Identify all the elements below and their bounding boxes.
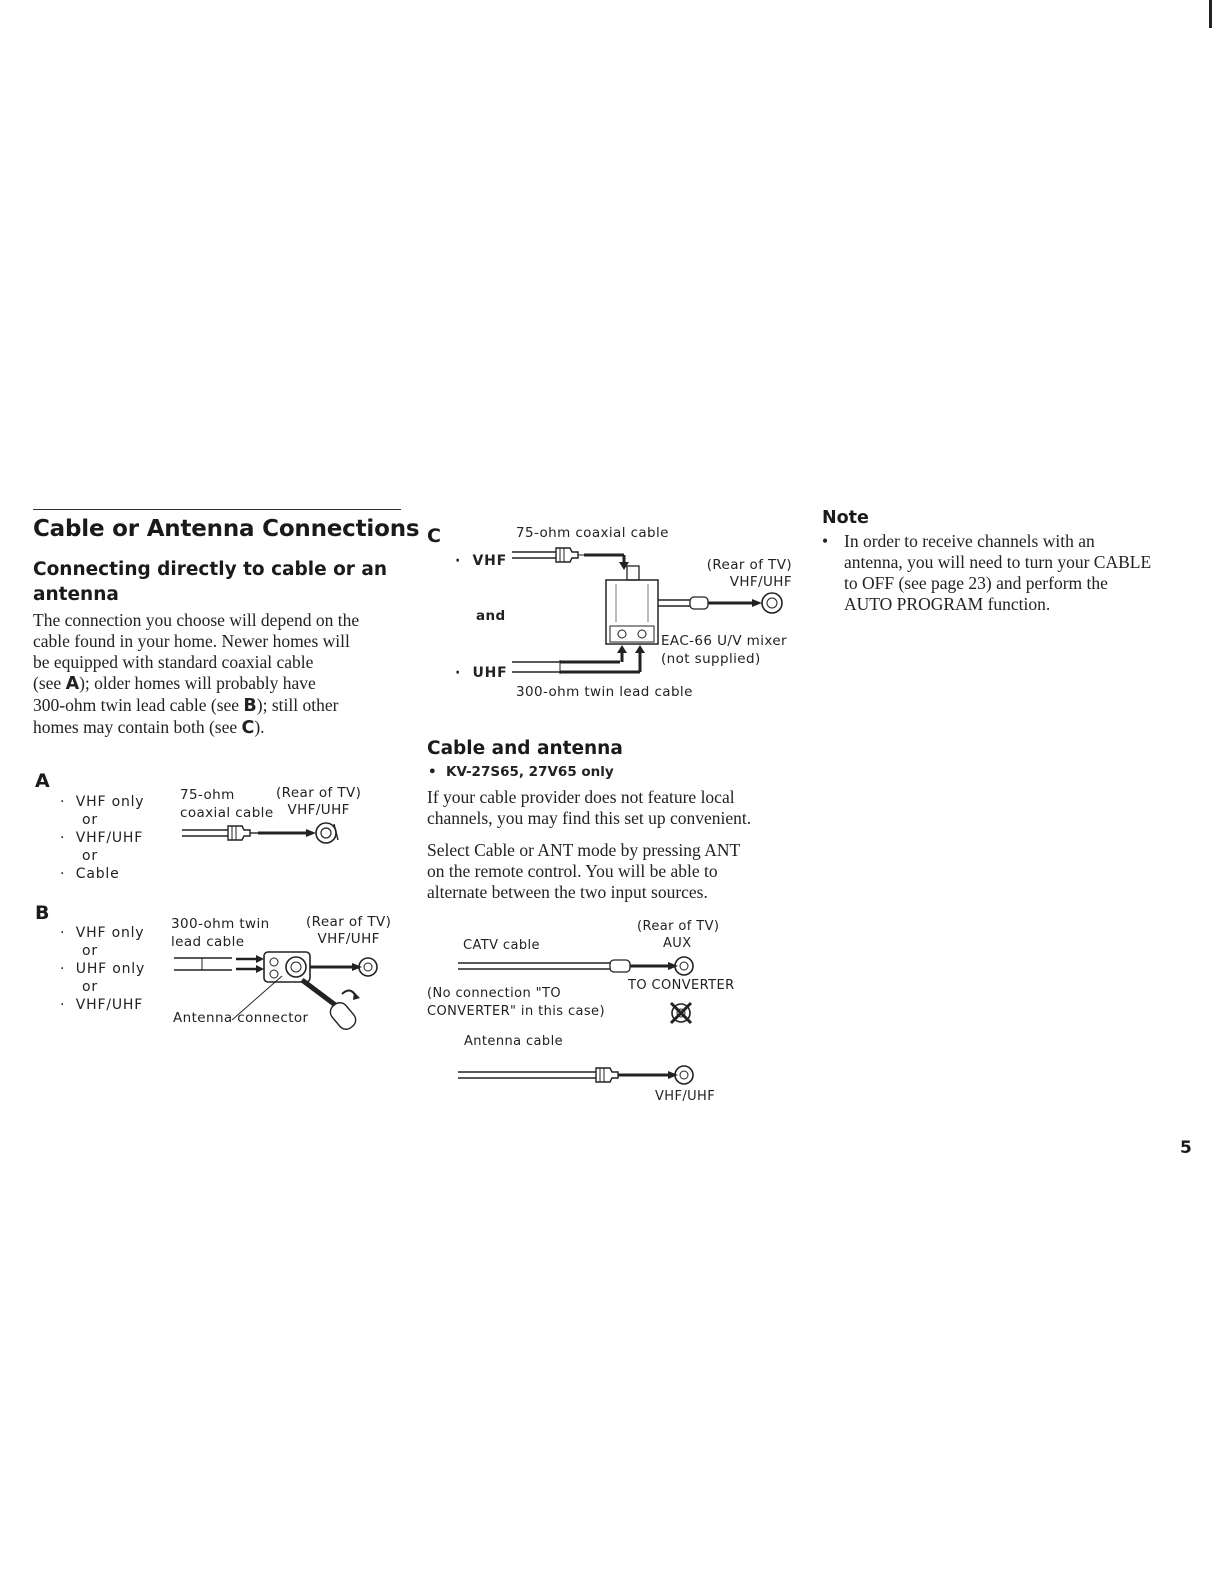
list-item: or [82,979,98,995]
ant-rear-label: (Rear of TV) [637,919,720,934]
ant-no-connection-note: (No connection "TO CONVERTER" in this case) [427,986,605,1019]
ant-antenna-cable-illustration [458,1064,698,1090]
cable-antenna-paragraph-2: Select Cable or ANT mode by pressing ANT on the remote control. You will be able to alternate between the two input sources. [427,840,741,902]
intro-line-2: cable found in your home. Newer homes will [33,631,350,651]
list-item: or [82,943,98,959]
diagram-a-source-list [60,793,144,883]
ant-catv-label: CATV cable [463,938,540,953]
list-item: · VHF/UHF [60,830,144,846]
subtitle-line-1: Connecting directly to cable or an [33,559,388,580]
diagram-a-letter: A [35,770,50,792]
diagram-c-mixer-label: EAC-66 U/V mixer (not supplied) [661,633,787,667]
cable-antenna-models: • KV-27S65, 27V65 only [428,764,614,780]
diagram-c-letter: C [427,525,441,547]
scan-edge-mark [1209,0,1212,28]
diagram-c-rear-label: (Rear of TV) VHF/UHF [706,557,792,590]
list-item: or [82,812,98,828]
intro-line-4: (see A); older homes will probably have [33,673,316,694]
intro-line-1: The connection you choose will depend on the [33,610,360,630]
diagram-c-vhf-label: · VHF [455,553,507,569]
intro-paragraph [33,610,413,739]
note-line-1: • In order to receive channels with an [822,531,1095,551]
list-item: · UHF only [60,961,146,977]
diagram-c-and-label: and [476,608,506,624]
diagram-c-bottom-cable-label: 300-ohm twin lead cable [516,684,693,700]
diagram-b-rear-label: (Rear of TV) VHF/UHF [306,914,392,947]
list-item: · Cable [60,866,120,882]
ref-b: B [243,696,257,716]
page-title: Cable or Antenna Connections [33,516,420,542]
intro-line-6: homes may contain both (see C). [33,717,265,738]
ref-c: C [241,718,255,738]
cable-antenna-paragraph-1: If your cable provider does not feature local channels, you may find this set up convenient. [427,787,752,828]
note-line-2: antenna, you will need to turn your CABLE [844,552,1152,572]
diagram-b-letter: B [35,902,50,924]
diagram-a-cable-label: 75-ohm coaxial cable [180,787,274,821]
list-item: · VHF only [60,925,145,941]
note-title: Note [822,508,869,528]
subtitle-line-2: antenna [33,584,119,605]
ant-to-converter-label: TO CONVERTER [628,978,735,993]
page-number: 5 [1180,1138,1192,1158]
list-item: · VHF only [60,794,145,810]
note-line-4: AUTO PROGRAM function. [844,594,1051,614]
note-line-3: to OFF (see page 23) and perform the [844,573,1108,593]
ref-a: A [65,674,80,694]
diagram-b-connector-label: Antenna connector [173,1010,309,1026]
list-item: or [82,848,98,864]
section-subtitle [33,557,403,607]
diagram-a-coax-illustration [180,818,350,852]
diagram-c-uhf-label: · UHF [455,665,508,681]
heading-rule [33,509,401,510]
list-item: · VHF/UHF [60,997,144,1013]
ant-vhf-uhf-label: VHF/UHF [655,1089,716,1104]
diagram-c-top-cable-label: 75-ohm coaxial cable [516,525,669,541]
ant-antenna-cable-label: Antenna cable [464,1034,563,1049]
ant-to-converter-crossed-icon [668,1000,694,1026]
diagram-b-source-list [60,924,145,1014]
intro-line-3: be equipped with standard coaxial cable [33,652,314,672]
note-body [822,531,1202,615]
diagram-b-cable-label: 300-ohm twin lead cable [171,916,270,950]
cable-antenna-title: Cable and antenna [427,738,623,759]
ant-aux-label: AUX [663,936,692,951]
diagram-a-rear-label: (Rear of TV) VHF/UHF [276,785,362,818]
intro-line-5: 300-ohm twin lead cable (see B); still other [33,695,339,716]
